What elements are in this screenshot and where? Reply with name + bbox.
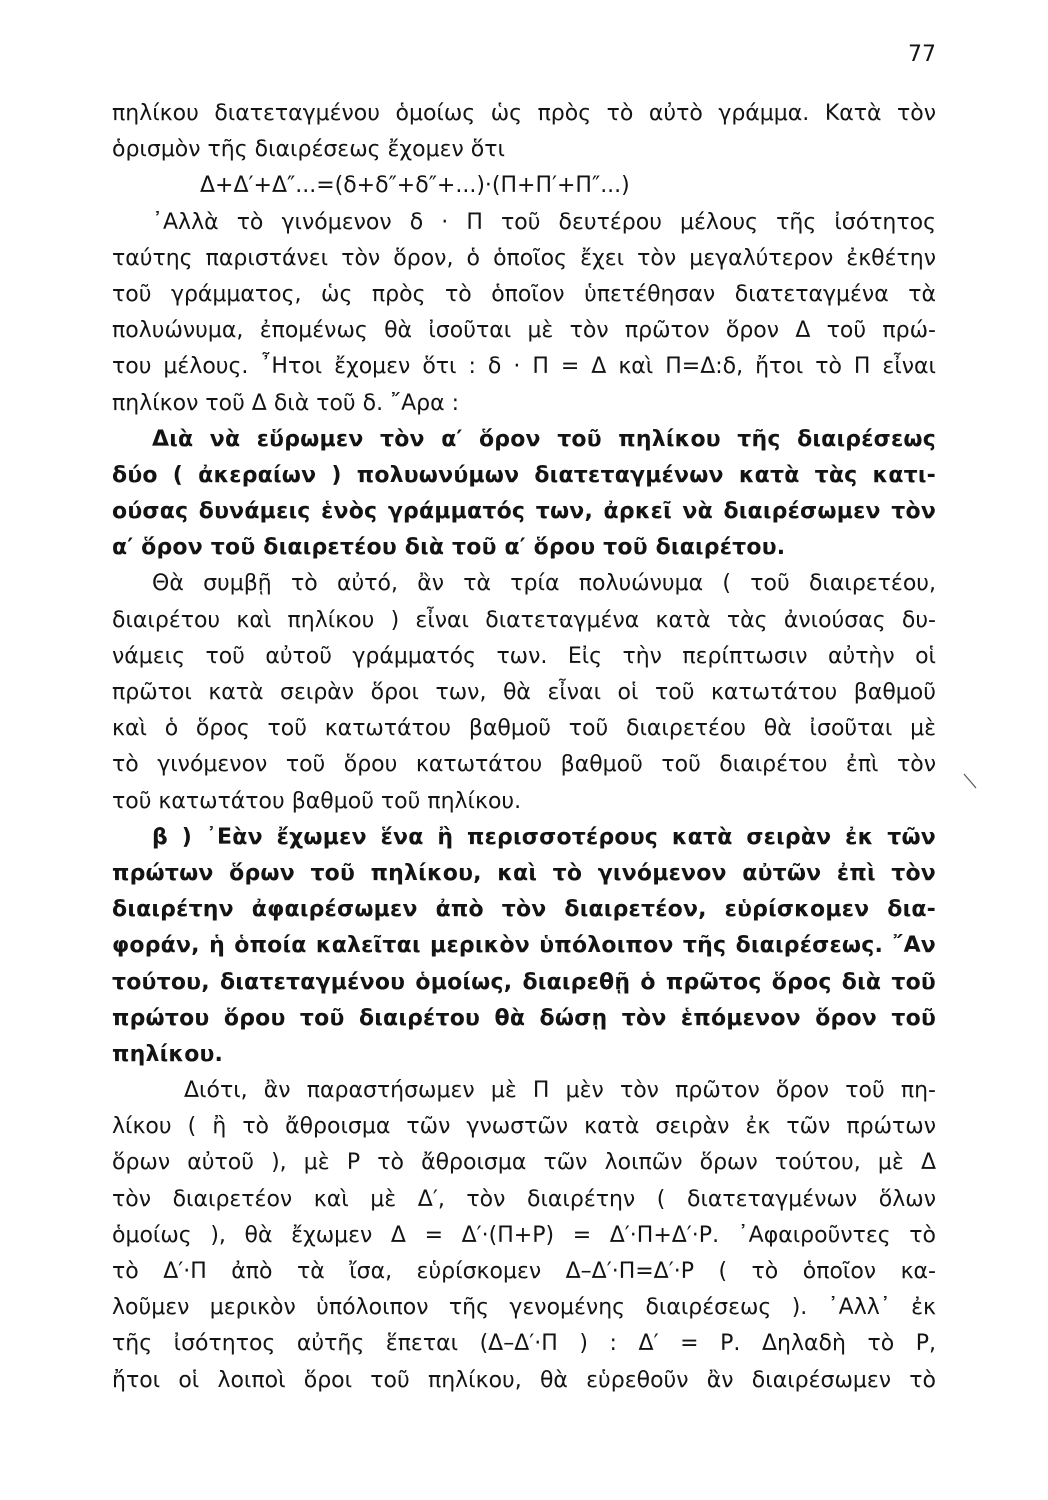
rule-line: Διὰ νὰ εὕρωμεν τὸν α′ ὅρον τοῦ πηλίκου τῆς διαιρέσεως [152, 426, 936, 452]
rule-line: β ) ᾿Εὰν ἔχωμεν ἕνα ἢ περισσοτέρους κατὰ σειρὰν ἐκ τῶν [152, 824, 936, 850]
text-line: ταύτης παριστάνει τὸν ὅρον, ὁ ὁποῖος ἔχει τὸν μεγαλύτερον ἐκθέτην [112, 245, 936, 271]
text-line: τὸν διαιρετέον καὶ μὲ Δ′, τὸν διαιρέτην ( διατεταγμένων ὅλων [112, 1186, 936, 1212]
text-line: πρῶτοι κατὰ σειρὰν ὅροι των, θὰ εἶναι οἱ τοῦ κατωτάτου βαθμοῦ [112, 680, 936, 705]
rule-line: διαιρέτην ἀφαιρέσωμεν ἀπὸ τὸν διαιρετέον, εὑρίσκομεν δια- [112, 897, 936, 923]
text-line: Θὰ συμβῇ τὸ αὐτό, ἂν τὰ τρία πολυώνυμα ( τοῦ διαιρετέου, [152, 571, 936, 597]
stray-pen-mark [962, 772, 980, 790]
text-line: ᾿Αλλὰ τὸ γινόμενον δ · Π τοῦ δευτέρου μέλους τῆς ἰσότητος [152, 209, 936, 235]
text-line: τὸ Δ′·Π ἀπὸ τὰ ἴσα, εὑρίσκομεν Δ–Δ′·Π=Δ′·Ρ ( τὸ ὁποῖον κα- [112, 1259, 936, 1284]
page-text [112, 96, 936, 1399]
rule-line: πηλίκου. [112, 1041, 224, 1067]
text-line: πηλίκον τοῦ Δ διὰ τοῦ δ. ῎Αρα : [112, 390, 460, 416]
formula-line: Δ+Δ′+Δ″...=(δ+δ″+δ″+...)·(Π+Π′+Π″...) [200, 173, 630, 199]
rule-line: πρώτων ὅρων τοῦ πηλίκου, καὶ τὸ γινόμενον αὐτῶν ἐπὶ τὸν [112, 860, 936, 886]
text-line: τὸ γινόμενον τοῦ ὅρου κατωτάτου βαθμοῦ τοῦ διαιρέτου ἐπὶ τὸν [112, 752, 936, 778]
rule-line: πρώτου ὅρου τοῦ διαιρέτου θὰ δώσῃ τὸν ἑπόμενον ὅρον τοῦ [112, 1005, 936, 1031]
text-line: πολυώνυμα, ἐπομένως θὰ ἰσοῦται μὲ τὸν πρῶτον ὅρον Δ τοῦ πρώ- [112, 318, 936, 344]
text-line: πηλίκου διατεταγμένου ὁμοίως ὡς πρὸς τὸ αὐτὸ γράμμα. Κατὰ τὸν [112, 101, 936, 126]
text-line: τοῦ κατωτάτου βαθμοῦ τοῦ πηλίκου. [112, 788, 522, 814]
rule-line: φοράν, ἡ ὁποία καλεῖται μερικὸν ὑπόλοιπον τῆς διαιρέσεως. ῎Αν [112, 933, 936, 959]
text-line: του μέλους. ῏Ητοι ἔχομεν ὅτι : δ · Π = Δ καὶ Π=Δ:δ, ἤτοι τὸ Π εἶναι [112, 354, 936, 380]
text-line: τοῦ γράμματος, ὡς πρὸς τὸ ὁποῖον ὑπετέθησαν διατεταγμένα τὰ [112, 281, 936, 307]
text-line: ὅρων αὐτοῦ ), μὲ Ρ τὸ ἄθροισμα τῶν λοιπῶν ὅρων τούτου, μὲ Δ [112, 1150, 936, 1176]
rule-line: τούτου, διατεταγμένου ὁμοίως, διαιρεθῇ ὁ πρῶτος ὅρος διὰ τοῦ [112, 969, 936, 995]
text-line: διαιρέτου καὶ πηλίκου ) εἶναι διατεταγμένα κατὰ τὰς ἀνιούσας δυ- [112, 607, 936, 633]
text-line: ὁμοίως ), θὰ ἔχωμεν Δ = Δ′·(Π+Ρ) = Δ′·Π+Δ′·Ρ. ᾿Αφαιροῦντες τὸ [112, 1222, 936, 1248]
text-line: ὁρισμὸν τῆς διαιρέσεως ἔχομεν ὅτι [112, 137, 505, 163]
rule-line: ούσας δυνάμεις ἑνὸς γράμματός των, ἀρκεῖ νὰ διαιρέσωμεν τὸν [112, 499, 936, 525]
text-line: Διότι, ἂν παραστήσωμεν μὲ Π μὲν τὸν πρῶτον ὅρον τοῦ πη- [184, 1078, 936, 1104]
text-line: τῆς ἰσότητος αὐτῆς ἕπεται (Δ–Δ′·Π ) : Δ′ = Ρ. Δηλαδὴ τὸ Ρ, [112, 1331, 936, 1357]
text-line: καὶ ὁ ὅρος τοῦ κατωτάτου βαθμοῦ τοῦ διαιρετέου θὰ ἰσοῦται μὲ [112, 716, 936, 742]
text-line: λίκου ( ἢ τὸ ἄθροισμα τῶν γνωστῶν κατὰ σειρὰν ἐκ τῶν πρώτων [112, 1114, 936, 1140]
rule-line: α′ ὅρον τοῦ διαιρετέου διὰ τοῦ α′ ὅρου τοῦ διαιρέτου. [112, 535, 786, 561]
text-line: νάμεις τοῦ αὐτοῦ γράμματός των. Εἰς τὴν περίπτωσιν αὐτὴν οἱ [112, 643, 936, 669]
text-line: λοῦμεν μερικὸν ὑπόλοιπον τῆς γενομένης διαιρέσεως ). ᾿Αλλ᾿ ἐκ [112, 1295, 936, 1321]
text-line: ἤτοι οἱ λοιποὶ ὅροι τοῦ πηλίκου, θὰ εὑρεθοῦν ἂν διαιρέσωμεν τὸ [112, 1367, 936, 1393]
rule-line: δύο ( ἀκεραίων ) πολυωνύμων διατεταγμένων κατὰ τὰς κατι- [112, 462, 936, 488]
page-number: 77 [908, 42, 936, 67]
